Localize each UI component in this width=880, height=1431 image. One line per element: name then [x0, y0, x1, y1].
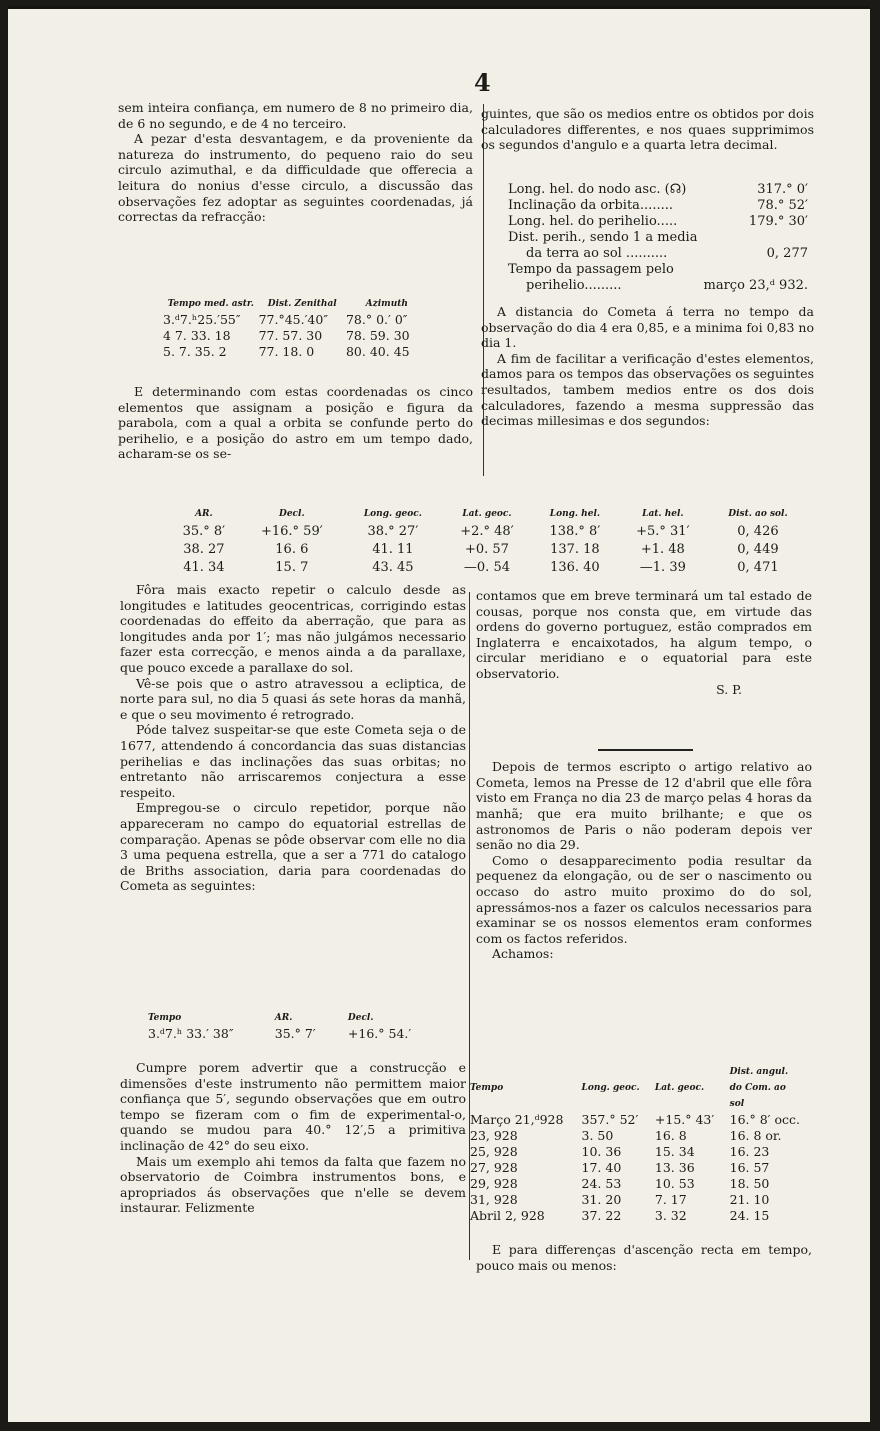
paragraph: A fim de facilitar a verificação d'estes elementos, damos para os tempos das observações os seguintes resultados, tambem medios entre os dos dois calculadores, fazendo a mesma suppressão das decimas millesimas e dos segundos:	[481, 350, 814, 429]
paragraph: guintes, que são os medios entre os obtidos por dois calculadores differentes, e nos quaes supprimimos os segundos d'angulo e a quarta letra decimal.	[481, 106, 814, 153]
table-row	[470, 1208, 810, 1224]
table-row	[470, 1112, 810, 1128]
spacer	[476, 697, 812, 759]
table-cell: 16.° 8′ occ.	[729, 1112, 800, 1127]
table-cell: 16. 57	[729, 1160, 770, 1175]
table-row	[470, 1144, 810, 1160]
table-row	[470, 1192, 810, 1208]
march-table	[470, 1064, 810, 1224]
paragraph: E para differenças d'ascenção recta em tempo, pouco mais ou menos:	[476, 1242, 812, 1273]
column-top-right-continued	[481, 304, 814, 429]
newspaper-page	[8, 6, 870, 1422]
list-item	[508, 262, 808, 278]
table-cell: 77. 18. 0	[258, 344, 315, 359]
element-value: 78.° 52′	[757, 198, 808, 213]
table-cell: 15. 34	[654, 1144, 695, 1159]
table-header-row	[168, 505, 808, 523]
orbital-elements-list	[508, 182, 808, 294]
list-item	[508, 198, 808, 214]
column-bottom-right-continued	[476, 1242, 812, 1273]
element-label: perihelio.........	[526, 278, 622, 293]
table-cell: 10. 53	[654, 1176, 695, 1191]
table-cell: 35.° 8′	[182, 524, 226, 539]
paragraph: Fôra mais exacto repetir o calculo desde as longitudes e latitudes geocentricas, corrigindo estas coordenadas do effeito da aberração, que para as longitudes anda por 1′; mas não julgámos necessario fazer esta correcção, e menos ainda a da parallaxe, que pouco excede a parallaxe do sol.	[120, 582, 466, 675]
table-header: Tempo med. astr.	[167, 299, 254, 309]
table-cell: 31, 928	[470, 1192, 518, 1207]
azimuth-table	[163, 296, 428, 360]
table-header: Tempo	[148, 1013, 182, 1023]
table-cell: 23, 928	[470, 1128, 518, 1143]
paragraph: Mais um exemplo ahi temos da falta que fazem no observatorio de Coimbra instrumentos bons, e apropriados ás observações que n'elle se devem instaurar. Felizmente	[120, 1153, 466, 1216]
table-cell: 16. 8	[654, 1128, 687, 1143]
table-cell: +1. 48	[640, 542, 685, 557]
table-header: Long. geoc.	[581, 1083, 640, 1093]
paragraph: A distancia do Cometa á terra no tempo da observação do dia 4 era 0,85, e a minima foi 0,83 no dia 1.	[481, 304, 814, 351]
table-cell: 29, 928	[470, 1176, 518, 1191]
element-label: Long. hel. do nodo asc. (☊)	[508, 182, 687, 197]
table-cell: +16.° 59′	[260, 524, 323, 539]
table-header: Decl.	[279, 509, 305, 519]
list-item	[508, 214, 808, 230]
table-header: Lat. geoc.	[462, 509, 512, 519]
table-cell: 78. 59. 30	[345, 328, 410, 343]
table-cell: 137. 18	[550, 542, 600, 557]
table-cell: 37. 22	[581, 1208, 622, 1223]
table-cell: 27, 928	[470, 1160, 518, 1175]
page-border	[8, 6, 870, 9]
table-cell: 16. 23	[729, 1144, 770, 1159]
table-cell: —1. 39	[639, 560, 686, 575]
paragraph: sem inteira confiança, em numero de 8 no primeiro dia, de 6 no segundo, e de 4 no terceiro.	[118, 100, 473, 131]
paragraph: Como o desapparecimento podia resultar da pequenez da elongação, ou de ser o nascimento ou occaso do astro muito proximo do do sol, apressámos-nos a fazer os calculos necessarios para examinar se os nossos elementos eram conformes com os factos referidos.	[476, 852, 812, 946]
paragraph: Vê-se pois que o astro atravessou a ecliptica, de norte para sul, no dia 5 quasi ás sete horas da manhã, e que o seu movimento é retrogrado.	[120, 675, 466, 722]
table-header: Decl.	[347, 1013, 374, 1023]
table-cell: 136. 40	[550, 560, 600, 575]
table-cell: 7. 17	[654, 1192, 687, 1207]
paragraph: Empregou-se o circulo repetidor, porque não appareceram no campo do equatorial estrellas de comparação. Apenas se pôde observar com elle no dia 3 uma pequena estrella, que a ser a 771 do catalogo de Briths association, daria para coordenadas do Cometa as seguintes:	[120, 800, 466, 894]
element-value: 0, 277	[766, 246, 808, 261]
table-cell: +5.° 31′	[636, 524, 690, 539]
element-label: da terra ao sol ..........	[526, 246, 668, 261]
element-label: Inclinação da orbita........	[508, 198, 673, 213]
list-item	[508, 278, 808, 294]
table-cell: 3.ᵈ7.ʰ 33.′ 38″	[148, 1026, 234, 1041]
table-cell: 357.° 52′	[581, 1112, 639, 1127]
table-header-row	[163, 296, 428, 312]
table-cell: 3. 50	[581, 1128, 614, 1143]
table-cell: +15.° 43′	[654, 1112, 715, 1127]
paragraph: contamos que em breve terminará um tal estado de cousas, porque nos consta que, em virtude das ordens do governo portuguez, estão comprados em Inglaterra e encaixotados, ha algum tempo, o circular meridiano e o equatorial para este observatorio.	[476, 588, 812, 681]
table-cell: 18. 50	[729, 1176, 770, 1191]
signature: S. P.	[716, 681, 742, 697]
table-cell: 80. 40. 45	[345, 344, 410, 359]
table-cell: 41. 34	[183, 560, 225, 575]
paragraph: Depois de termos escripto o artigo relativo ao Cometa, lemos na Presse de 12 d'abril que elle fôra visto em França no dia 23 de março pelas 4 horas da manhã; que era muito brilhante; e que os astronomos de Paris o não poderam depois ver senão no dia 29.	[476, 759, 812, 853]
table-cell: Março 21,ᵈ928	[470, 1112, 564, 1127]
table-row	[470, 1160, 810, 1176]
table-header: Lat. geoc.	[654, 1083, 705, 1093]
table-cell: 16. 6	[275, 542, 309, 557]
table-header: AR.	[274, 1013, 293, 1023]
table-cell: 3. 32	[654, 1208, 687, 1223]
table-cell: 10. 36	[581, 1144, 622, 1159]
list-item	[508, 182, 808, 198]
table-cell: 13. 36	[654, 1160, 695, 1175]
table-cell: 38.° 27′	[367, 524, 419, 539]
table-cell: 17. 40	[581, 1160, 622, 1175]
table-cell: 43. 45	[372, 560, 414, 575]
table-cell: 24. 15	[729, 1208, 770, 1223]
column-bottom-left-continued	[120, 1060, 466, 1216]
paragraph: Póde talvez suspeitar-se que este Cometa seja o de 1677, attendendo á concordancia das suas distancias perihelias e das inclinações das suas orbitas; no entretanto não arriscaremos conjectura a esse respeito.	[120, 722, 466, 800]
table-header: Long. geoc.	[363, 509, 422, 519]
table-cell: +16.° 54.′	[347, 1026, 412, 1041]
table-cell: 35.° 7′	[274, 1026, 316, 1041]
table-cell: 78.° 0.′ 0″	[345, 312, 408, 327]
table-cell: 24. 53	[581, 1176, 622, 1191]
element-value: 317.° 0′	[757, 182, 808, 197]
column-bottom-left	[120, 582, 466, 894]
paragraph: Achamos:	[492, 946, 554, 962]
table-header-row	[148, 1010, 448, 1026]
table-cell: —0. 54	[463, 560, 510, 575]
table-row	[163, 344, 428, 360]
element-value: 179.° 30′	[748, 214, 808, 229]
table-cell: 31. 20	[581, 1192, 622, 1207]
element-label: Long. hel. do perihelio.....	[508, 214, 678, 229]
repetidor-table	[148, 1010, 448, 1042]
table-header: Azimuth	[365, 299, 408, 309]
column-top-right	[481, 106, 814, 153]
column-top-left	[118, 100, 473, 225]
table-cell: 16. 8 or.	[729, 1128, 782, 1143]
table-cell: 38. 27	[183, 542, 225, 557]
table-header-row	[470, 1064, 810, 1112]
table-row	[168, 559, 808, 577]
page-number: 4	[474, 68, 491, 97]
table-row	[148, 1026, 448, 1042]
table-cell: 5. 7. 35. 2	[163, 344, 227, 359]
table-row	[470, 1176, 810, 1192]
list-item	[508, 230, 808, 246]
list-item	[508, 246, 808, 262]
table-row	[168, 541, 808, 559]
table-cell: 15. 7	[275, 560, 309, 575]
column-top-left-continued	[118, 384, 473, 462]
table-cell: 3.ᵈ7.ʰ25.′55″	[163, 312, 241, 327]
table-cell: 21. 10	[729, 1192, 770, 1207]
table-cell: +2.° 48′	[460, 524, 514, 539]
positions-table	[168, 505, 808, 577]
paragraph: Cumpre porem advertir que a construcção e dimensões d'este instrumento não permittem maior confiança que 5′, segundo observações que em outro tempo se fizeram com o fim de experimental-o, quando se mudou para 40.° 12′,5 a primitiva inclinação de 42° do seu eixo.	[120, 1060, 466, 1153]
table-cell: 0, 449	[737, 542, 779, 557]
table-header: Dist. Zenithal	[267, 299, 337, 309]
table-header: Dist. angul. do Com. ao sol	[729, 1067, 789, 1109]
paragraph: A pezar d'esta desvantagem, e da proveniente da natureza do instrumento, do pequeno raio do seu circulo azimuthal, e da difficuldade que offerecia a leitura do nonius d'esse circulo, a discussão das observações fez adoptar as seguintes coordenadas, já correctas da refracção:	[118, 131, 473, 225]
table-row	[168, 523, 808, 541]
table-cell: 0, 426	[737, 524, 779, 539]
table-cell: 41. 11	[372, 542, 414, 557]
table-header: AR.	[195, 509, 213, 519]
table-cell: 0, 471	[737, 560, 779, 575]
table-header: Long. hel.	[549, 509, 601, 519]
column-bottom-right	[476, 588, 812, 962]
table-cell: +0. 57	[464, 542, 509, 557]
table-cell: Abril 2, 928	[470, 1208, 545, 1223]
table-cell: 138.° 8′	[549, 524, 601, 539]
table-header: Dist. ao sol.	[728, 509, 788, 519]
element-value: março 23,ᵈ 932.	[703, 278, 808, 293]
element-label: Tempo da passagem pelo	[508, 262, 674, 277]
paragraph: E determinando com estas coordenadas os cinco elementos que assignam a posição e figura da parabola, com a qual a orbita se confunde perto do perihelio, e a posição do astro em um tempo dado, acharam-se os se-	[118, 384, 473, 462]
table-header: Tempo	[470, 1083, 504, 1093]
table-cell: 77.°45.′40″	[258, 312, 328, 327]
table-cell: 25, 928	[470, 1144, 518, 1159]
table-row	[470, 1128, 810, 1144]
table-cell: 77. 57. 30	[258, 328, 323, 343]
element-label: Dist. perih., sendo 1 a media	[508, 230, 698, 245]
table-header: Lat. hel.	[642, 509, 684, 519]
table-row	[163, 312, 428, 328]
table-cell: 4 7. 33. 18	[163, 328, 231, 343]
table-row	[163, 328, 428, 344]
